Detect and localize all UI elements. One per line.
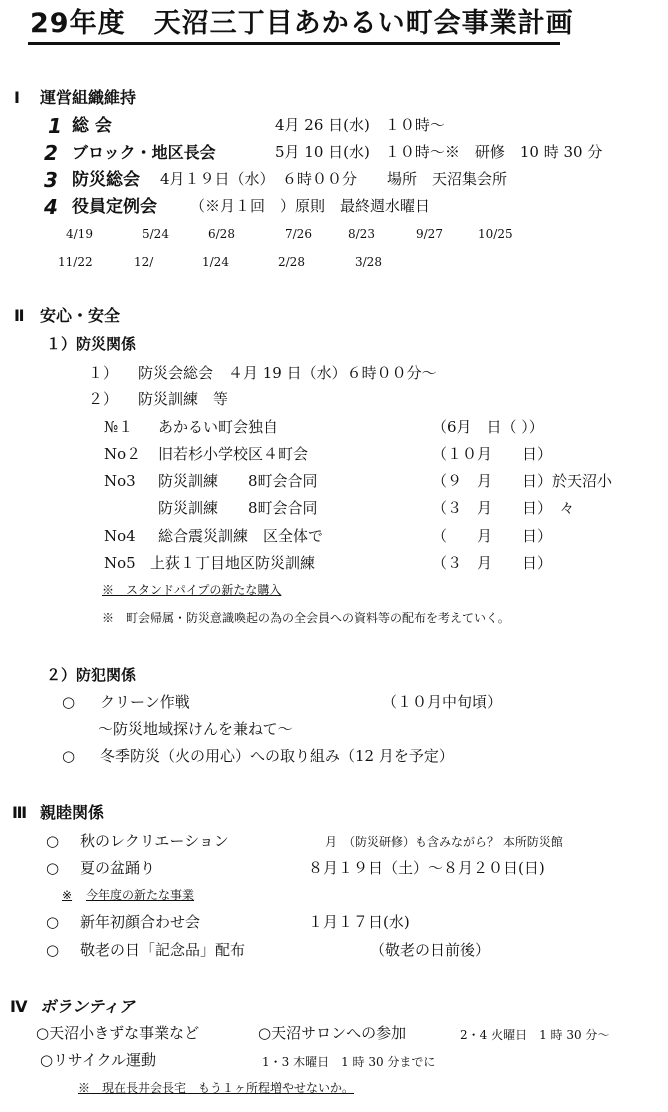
drill-number: No3 — [104, 472, 136, 490]
s3-item-text: 新年初顔合わせ会 — [80, 913, 201, 931]
drill-date: （３ 月 日） — [432, 554, 553, 572]
section-1-number: Ⅰ — [14, 88, 20, 107]
s3-note-mark: ※ — [62, 888, 73, 902]
s2-sub2-item-text: ～防災地域探けんを兼ねて～ — [98, 720, 293, 738]
s3-item-date: 月 （防災研修）も含みながら？ 本所防災館 — [325, 835, 563, 849]
s2-note-2: ※ 町会帰属・防災意識喚起の為の全会員への資料等の配布を考えていく。 — [102, 611, 510, 625]
s1-item-1-number: 1 — [48, 114, 62, 138]
drill-name: あかるい町会独自 — [158, 418, 279, 436]
s1-item-3-name: 防災総会 — [72, 170, 140, 190]
s3-item-date: ８月１９日（土）～８月２０日(日) — [308, 859, 545, 877]
drill-name: 防災訓練 8町会合同 — [158, 472, 318, 490]
meeting-date: 7/26 — [285, 227, 312, 241]
s3-note-text: 今年度の新たな事業 — [86, 888, 195, 902]
s1-item-1-detail: 4月 26 日(水) １０時～ — [275, 116, 445, 134]
drill-name: 総合震災訓練 区全体で — [158, 527, 324, 545]
drill-date: （１０月 日） — [432, 445, 553, 463]
s3-bullet: ○ — [46, 859, 60, 877]
drill-name: 防災訓練 8町会合同 — [158, 499, 318, 517]
meeting-date: 11/22 — [58, 255, 93, 269]
s1-item-2-number: 2 — [44, 141, 58, 165]
section-4-heading: ボランティア — [40, 997, 135, 1016]
drill-date: （９ 月 日）於天沼小 — [432, 472, 613, 490]
s3-item-text: 夏の盆踊り — [80, 859, 156, 877]
s2-sub1-item-text: 防災訓練 等 — [138, 390, 229, 408]
drill-number: No5 — [104, 554, 136, 572]
s4-note: ※ 現在長井会長宅 もう１ヶ所程増やせないか。 — [78, 1081, 355, 1095]
drill-name: 上荻１丁目地区防災訓練 — [150, 554, 316, 572]
section-2-number: Ⅱ — [14, 306, 25, 325]
section-1-heading: 運営組織維持 — [40, 88, 137, 107]
s1-item-2-name: ブロック・地区長会 — [72, 143, 216, 162]
s1-item-3-number: 3 — [44, 168, 58, 192]
s1-item-4-number: 4 — [44, 195, 58, 219]
s4-item-3-schedule: 1・3 木曜日 1 時 30 分までに — [262, 1055, 436, 1069]
s1-item-4-detail: （※月１回 ）原則 最終週水曜日 — [190, 197, 431, 215]
s2-sub1-heading: １）防災関係 — [46, 335, 137, 353]
s3-bullet: ○ — [46, 913, 60, 931]
drill-date: （6月 日（ ）） — [432, 418, 544, 436]
s3-item-date: １月１７日(水) — [308, 913, 410, 931]
meeting-date: 4/19 — [66, 227, 93, 241]
drill-number: No２ — [104, 445, 142, 463]
meeting-date: 9/27 — [416, 227, 443, 241]
s1-item-2-detail: 5月 10 日(水) １０時～※ 研修 10 時 30 分 — [275, 143, 603, 161]
s2-sub2-item-text: クリーン作戦 — [100, 693, 190, 711]
drill-name: 旧若杉小学校区４町会 — [158, 445, 309, 463]
s1-item-4-name: 役員定例会 — [72, 197, 157, 217]
s2-note-1: ※ スタンドパイプの新たな購入 — [102, 583, 282, 597]
s2-sub2-item-date: （１０月中旬頃） — [382, 693, 503, 711]
meeting-date: 3/28 — [355, 255, 382, 269]
page-title: 29年度 天沼三丁目あかるい町会事業計画 — [30, 8, 574, 39]
title-underline — [28, 42, 560, 45]
s3-bullet: ○ — [46, 832, 60, 850]
meeting-date: 10/25 — [478, 227, 513, 241]
meeting-date: 5/24 — [142, 227, 169, 241]
s2-sub2-item-text: 冬季防災（火の用心）への取り組み（12 月を予定） — [100, 747, 454, 765]
s2-sub2-bullet: ○ — [62, 747, 76, 765]
s2-sub2-bullet: ○ — [62, 693, 76, 711]
s4-item-1: ○天沼小きずな事業など — [36, 1024, 200, 1042]
s4-item-2: ○天沼サロンへの参加 — [258, 1024, 407, 1042]
drill-number: No4 — [104, 527, 136, 545]
s2-sub2-heading: ２）防犯関係 — [46, 666, 137, 684]
s4-item-3: ○リサイクル運動 — [40, 1051, 156, 1069]
meeting-date: 6/28 — [208, 227, 235, 241]
section-3-heading: 親睦関係 — [40, 803, 105, 822]
s2-sub1-item-text: 防災会総会 ４月 19 日（水）６時００分～ — [138, 364, 437, 382]
s3-item-text: 敬老の日「記念品」配布 — [80, 941, 246, 959]
drill-date: （ 月 日） — [432, 527, 553, 545]
drill-date: （３ 月 日） 々 — [432, 499, 575, 517]
meeting-date: 1/24 — [202, 255, 229, 269]
meeting-date: 2/28 — [278, 255, 305, 269]
s3-item-text: 秋のレクリエーション — [80, 832, 229, 850]
s1-item-3-detail: 4月１９日（水） ６時００分 場所 天沼集会所 — [160, 170, 508, 188]
drill-number: №１ — [104, 418, 134, 436]
section-2-heading: 安心・安全 — [40, 306, 121, 325]
section-4-number: Ⅳ — [10, 997, 28, 1016]
meeting-date: 12/ — [134, 255, 154, 269]
s2-sub1-item-number: ２） — [88, 390, 119, 408]
s2-sub1-item-number: １） — [88, 364, 119, 382]
s3-bullet: ○ — [46, 941, 60, 959]
s1-item-1-name: 総 会 — [72, 116, 112, 136]
section-3-number: Ⅲ — [12, 803, 28, 822]
s3-item-date: （敬老の日前後） — [370, 941, 491, 959]
s4-item-2-schedule: 2・4 火曜日 1 時 30 分～ — [460, 1028, 610, 1042]
meeting-date: 8/23 — [348, 227, 375, 241]
